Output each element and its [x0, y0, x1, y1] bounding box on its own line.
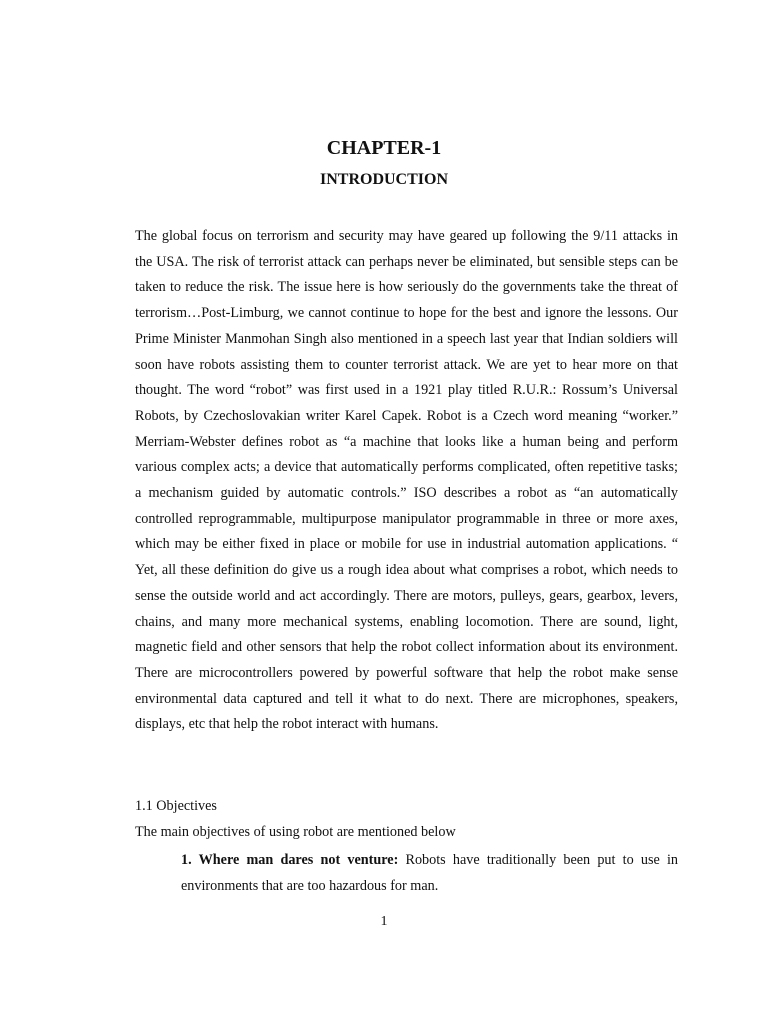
objective-item [181, 847, 678, 899]
objectives-intro: The main objectives of using robot are mentioned below [135, 824, 456, 840]
objective-text: Robots have traditionally been put to use in environments that are too hazardous for man. [181, 852, 678, 894]
objective-term: 1. Where man dares not venture: [181, 852, 399, 868]
intro-paragraph: The global focus on terrorism and security may have geared up following the 9/11 attacks in the USA. The risk of terrorist attack can perhaps never be eliminated, but sensible steps can be taken to reduce the risk. The issue here is how seriously do the governments take the threat of terrorism…Post-Limburg, we cannot continue to hope for the best and ignore the lessons. Our Prime Minister Manmohan Singh also mentioned in a speech last year that Indian soldiers will soon have robots assisting them to counter terrorist attack. We are yet to hear more on that thought. The word “robot” was first used in a 1921 play titled R.U.R.: Rossum’s Universal Robots, by Czechoslovakian writer Karel Capek. Robot is a Czech word meaning “worker.” Merriam-Webster defines robot as “a machine that looks like a human being and perform various complex acts; a device that automatically performs complicated, often repetitive tasks; a mechanism guided by automatic controls.” ISO describes a robot as “an automatically controlled reprogrammable, multipurpose manipulator programmable in three or more axes, which may be either fixed in place or mobile for use in industrial automation applications. “ Yet, all these definition do give us a rough idea about what comprises a robot, which needs to sense the outside world and act accordingly. There are motors, pulleys, gears, gearbox, levers, chains, and many more mechanical systems, enabling locomotion. There are sound, light, magnetic field and other sensors that help the robot collect information about its environment. There are microcontrollers powered by powerful software that help the robot make sense environmental data captured and tell it what to do next. There are microphones, speakers, displays, etc that help the robot interact with humans. [135, 228, 678, 733]
section-title: INTRODUCTION [319, 171, 448, 188]
objectives-heading: 1.1 Objectives [135, 798, 217, 814]
page-number: 1 [380, 914, 388, 929]
chapter-title: CHAPTER-1 [326, 137, 442, 159]
